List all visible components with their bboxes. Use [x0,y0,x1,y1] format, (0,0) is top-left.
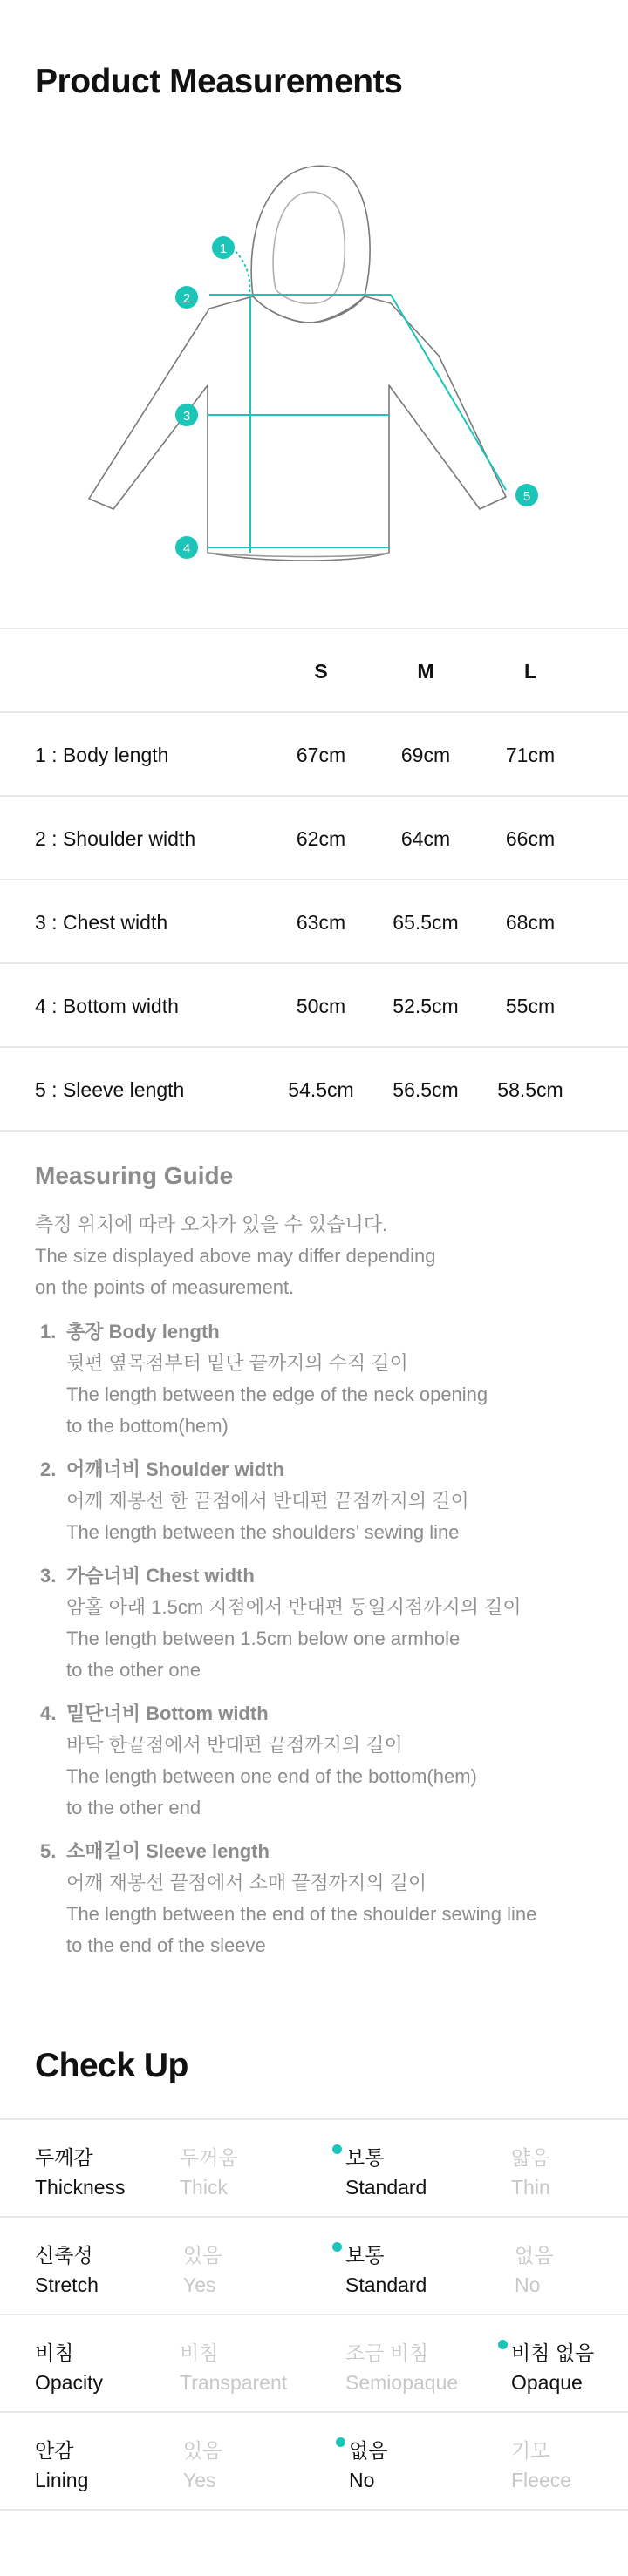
table-row [0,1048,628,1132]
option-en: Standard [345,2176,427,2199]
cell-m: 52.5cm [392,995,459,1017]
option-en: Fleece [511,2469,572,2491]
guide-item-line: to the other end [66,1797,201,1818]
guide-item-number: 4. [40,1703,57,1724]
guide-item-number: 1. [40,1321,57,1342]
intro-line: The size displayed above may differ depending [35,1245,436,1267]
guide-item-number: 2. [40,1458,57,1480]
selected-dot-icon [332,2144,342,2154]
option-ko: 기모 [511,2439,550,2462]
option-en: Transparent [180,2371,288,2394]
marker-4-label: 4 [182,541,191,556]
check-label-en: Lining [35,2469,89,2491]
option-en: Semiopaque [345,2371,459,2394]
option-en: Yes [183,2274,216,2296]
check-label-ko: 신축성 [35,2244,93,2267]
option-ko: 있음 [183,2439,222,2462]
option-ko: 비침 없음 [511,2342,595,2364]
measuring-guide-intro [35,1209,611,1303]
check-label [35,2143,126,2202]
check-row-opacity [0,2315,628,2413]
guide-item-number: 3. [40,1565,57,1587]
size-header-m: M [417,660,434,683]
option-en: Standard [345,2274,427,2296]
guide-item-chest-width [35,1560,611,1686]
marker-5-label: 5 [522,489,531,504]
option-thin [511,2143,550,2202]
row-label: 4 : Bottom width [35,995,179,1017]
option-en: Opaque [511,2371,583,2394]
check-label-ko: 비침 [35,2342,74,2364]
option-ko: 얇음 [511,2146,550,2169]
check-up-title: Check Up [35,2047,188,2084]
hoodie-measurement-diagram [0,148,628,584]
guide-item-line: 뒷편 옆목점부터 밑단 끝까지의 수직 길이 [66,1352,408,1374]
check-label-en: Thickness [35,2176,126,2199]
guide-item-sleeve-length [35,1836,611,1961]
option-standard [345,2143,427,2202]
check-label [35,2240,99,2300]
guide-item-line: 암홀 아래 1.5cm 지점에서 반대편 동일지점까지의 길이 [66,1596,522,1618]
guide-item-title: 밑단너비 Bottom width [66,1703,269,1724]
option-yes [183,2436,222,2495]
cell-l: 71cm [505,744,556,766]
row-label: 1 : Body length [35,744,169,766]
option-ko: 조금 비침 [345,2342,429,2364]
guide-item-line: to the other one [66,1659,201,1681]
neck-pointer [232,248,249,295]
guide-item-bottom-width [35,1698,611,1824]
guide-item-line: The length between the end of the shoulder sewing line [66,1903,537,1925]
selected-dot-icon [332,2242,342,2252]
cell-l: 58.5cm [497,1078,563,1101]
check-label-en: Stretch [35,2274,99,2296]
guide-item-title: 소매길이 Sleeve length [66,1840,270,1862]
option-fleece [511,2436,571,2495]
cell-m: 69cm [400,744,451,766]
table-row [0,797,628,880]
marker-2-label: 2 [182,291,191,306]
cell-s: 54.5cm [288,1078,354,1101]
option-ko: 있음 [183,2244,222,2267]
selected-dot-icon [498,2340,508,2349]
guide-item-line: 어깨 재봉선 끝점에서 소매 끝점까지의 길이 [66,1872,427,1893]
cell-s: 67cm [296,744,346,766]
intro-line: on the points of measurement. [35,1276,295,1298]
cell-m: 65.5cm [392,911,459,934]
guide-item-line: The length between 1.5cm below one armhole [66,1628,461,1649]
option-no [515,2240,553,2300]
guide-item-body-length [35,1316,611,1442]
intro-line: 측정 위치에 따라 오차가 있을 수 있습니다. [35,1213,388,1235]
cell-s: 62cm [296,827,346,850]
table-row [0,713,628,797]
table-row [0,964,628,1048]
guide-item-line: The length between the shoulders’ sewing line [66,1521,460,1543]
option-en: Thick [180,2176,228,2199]
guide-item-shoulder-width [35,1454,611,1548]
cell-s: 63cm [296,911,346,934]
cell-l: 55cm [505,995,556,1017]
guide-item-number: 5. [40,1840,57,1862]
option-ko: 보통 [345,2244,385,2267]
marker-3-label: 3 [182,409,191,424]
option-no [349,2436,387,2495]
guide-item-line: to the bottom(hem) [66,1415,229,1437]
marker-1-label: 1 [219,241,228,256]
option-ko: 비침 [180,2342,219,2364]
measuring-guide-title: Measuring Guide [35,1162,234,1189]
option-ko: 두꺼움 [180,2146,238,2169]
cell-l: 68cm [505,911,556,934]
option-en: Yes [183,2469,216,2491]
body-outline [89,296,506,561]
hem-line [208,553,389,557]
table-row [0,880,628,964]
row-label: 3 : Chest width [35,911,168,934]
option-thick [180,2143,238,2202]
hood-opening [273,192,345,303]
size-table-header [0,629,628,713]
cell-m: 64cm [400,827,451,850]
guide-item-line: 바닥 한끝점에서 반대편 끝점까지의 길이 [66,1734,403,1756]
guide-item-title: 어깨너비 Shoulder width [66,1458,284,1480]
check-row-stretch [0,2218,628,2315]
size-header-s: S [314,660,328,683]
cell-l: 66cm [505,827,556,850]
check-row-thickness [0,2120,628,2218]
cell-m: 56.5cm [392,1078,459,1101]
option-ko: 보통 [345,2146,385,2169]
option-yes [183,2240,222,2300]
option-ko: 없음 [349,2439,388,2462]
option-en: No [349,2469,375,2491]
guide-item-title: 총장 Body length [66,1321,220,1342]
sleeve-length-line [391,295,506,490]
guide-item-line: 어깨 재봉선 한 끝점에서 반대편 끝점까지의 길이 [66,1490,469,1512]
option-en: Thin [511,2176,550,2199]
page-title: Product Measurements [35,63,403,100]
check-row-lining [0,2413,628,2511]
option-standard [345,2240,427,2300]
selected-dot-icon [336,2437,345,2447]
hood-outline [251,166,370,323]
option-ko: 없음 [515,2244,554,2267]
row-label: 5 : Sleeve length [35,1078,185,1101]
option-opaque [511,2338,594,2397]
option-en: No [515,2274,541,2296]
option-transparent [180,2338,287,2397]
row-label: 2 : Shoulder width [35,827,196,850]
option-semiopaque [345,2338,458,2397]
check-label [35,2338,103,2397]
guide-item-line: The length between one end of the bottom(hem) [66,1765,477,1787]
size-header-l: L [523,660,537,683]
check-label-en: Opacity [35,2371,103,2394]
cell-s: 50cm [296,995,346,1017]
check-label-ko: 두께감 [35,2146,93,2169]
guide-item-line: to the end of the sleeve [66,1934,266,1956]
guide-item-title: 가슴너비 Chest width [66,1565,255,1587]
guide-item-line: The length between the edge of the neck opening [66,1383,488,1405]
check-label [35,2436,88,2495]
check-label-ko: 안감 [35,2439,74,2462]
